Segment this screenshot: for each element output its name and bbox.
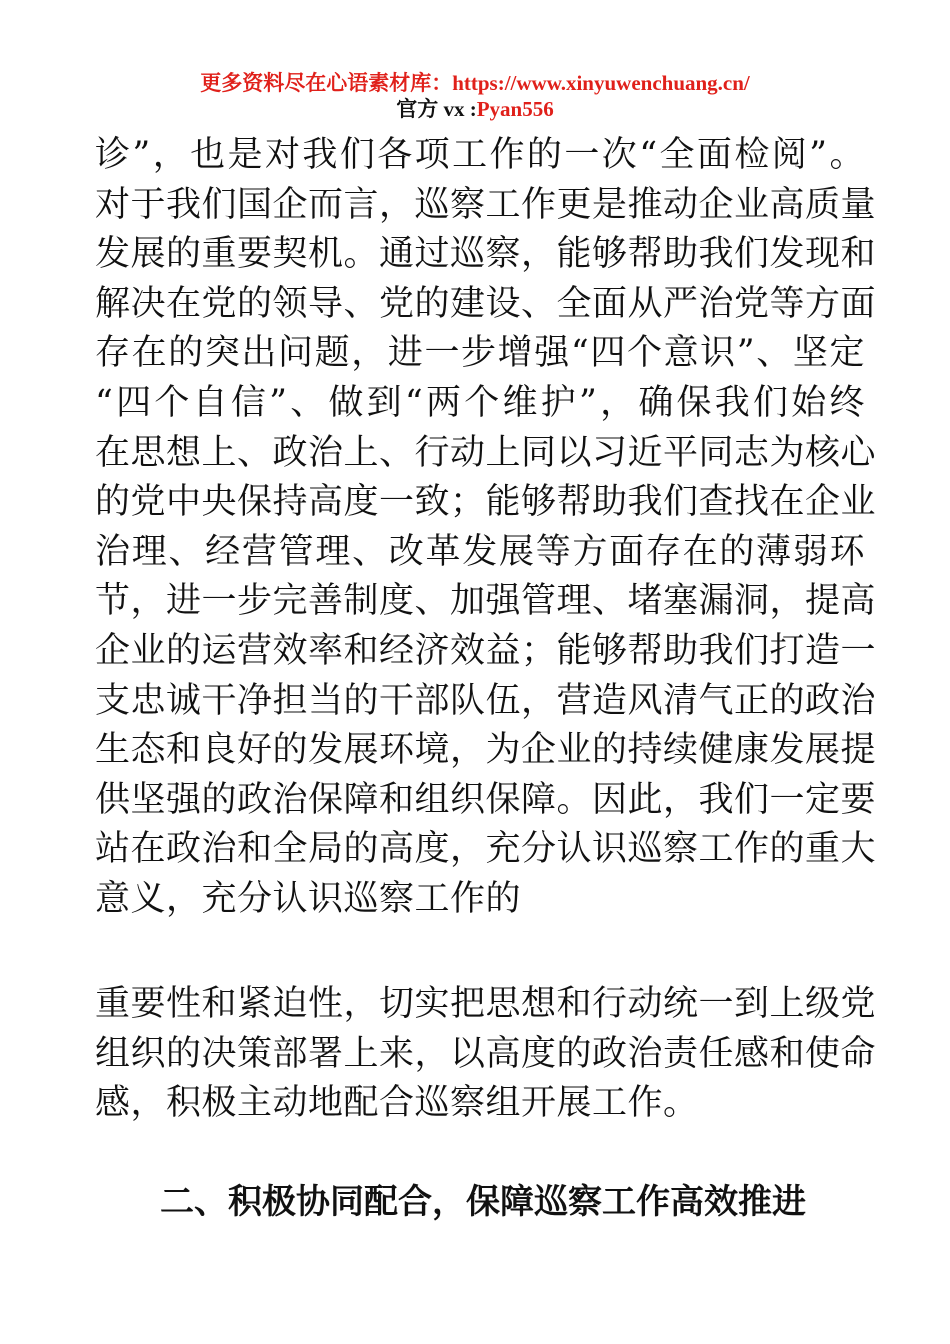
text-line: 治理、经营管理、改革发展等方面存在的薄弱环 [95,531,865,572]
text-line: “四个自信”、做到“两个维护”，确保我们始终 [95,382,865,423]
text-line: 企业的运营效率和经济效益；能够帮助我们打造一 [95,630,877,671]
text-line: 重要性和紧迫性，切实把思想和行动统一到上级党 [95,984,877,1024]
watermark-header [0,70,950,122]
body-paragraph-1 [95,131,877,925]
text-line: 组织的决策部署上来，以高度的政治责任感和使命 [95,1033,877,1074]
text-line: 发展的重要契机。通过巡察，能够帮助我们发现和 [95,234,877,275]
header-wechat-id: Pyan556 [476,97,554,121]
text-line: 支忠诚干净担当的干部队伍，营造风清气正的政治 [95,680,877,721]
text-line: 生态和良好的发展环境，为企业的持续健康发展提 [95,730,877,771]
text-line: 存在的突出问题，进一步增强“四个意识”、坚定 [95,333,865,374]
section-heading: 二、积极协同配合，保障巡察工作高效推进 [160,1182,806,1222]
text-line: 站在政治和全局的高度，充分认识巡察工作的重大 [95,829,877,870]
text-line: 诊”，也是对我们各项工作的一次“全面检阅”。 [95,135,865,175]
header-line-1 [0,70,950,96]
text-line: 在思想上、政治上、行动上同以习近平同志为核心 [95,432,877,473]
text-line: 感，积极主动地配合巡察组开展工作。 [95,1083,699,1124]
header-source-label: 更多资料尽在心语素材库： [200,71,453,95]
text-line: 的党中央保持高度一致；能够帮助我们查找在企业 [95,482,877,523]
text-line: 对于我们国企而言，巡察工作更是推动企业高质量 [95,184,877,225]
text-line: 供坚强的政治保障和组织保障。因此，我们一定要 [95,779,877,820]
text-line: 意义，充分认识巡察工作的 [95,878,522,919]
header-line-2 [0,96,950,122]
text-line: 解决在党的领导、党的建设、全面从严治党等方面 [95,283,877,324]
body-paragraph-2 [95,980,877,1129]
header-wechat-label: 官方 vx : [396,97,477,121]
header-url-link[interactable]: https://www.xinyuwenchuang.cn/ [452,71,750,95]
text-line: 节，进一步完善制度、加强管理、堵塞漏洞，提高 [95,581,877,622]
